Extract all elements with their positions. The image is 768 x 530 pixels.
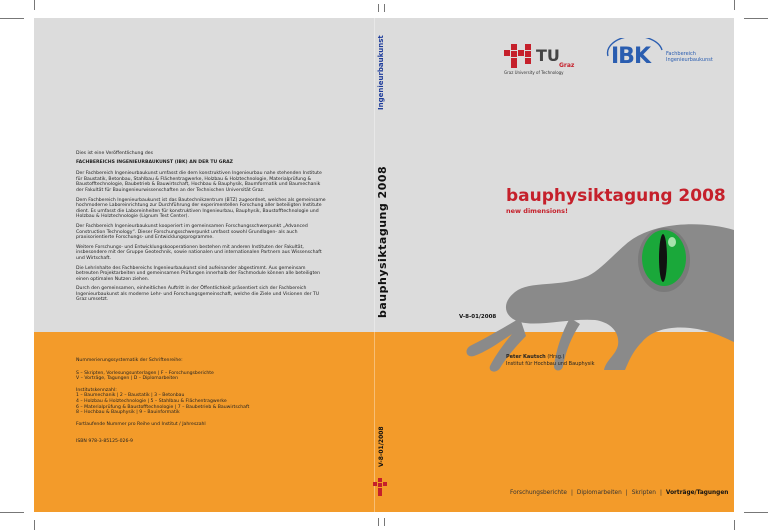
editor-name: Peter Kautsch [506,354,546,360]
ibk-line-1: Fachbereich [666,51,696,57]
tu-graz-logo-icon [504,44,536,68]
institute-name: Institut für Hochbau und Bauphysik [506,361,595,367]
book-title: bauphysiktagung 2008 [506,186,726,206]
tu-university: Graz University of Technology [504,70,564,75]
spine-fold [374,18,375,512]
paragraph: Die Lehrinhalte des Fachbereichs Ingenieurbaukunst sind aufeinander abgestimmt. Aus gemeinsam betreuten Projektarbeiten und gemeinsamen Prüfungen innerhalb der Fachmodule können alle beteiligten einen optimalen Nutzen ziehen. [76,265,320,282]
paragraph: Dem Fachbereich Ingenieurbaukunst ist das Bautechnikzentrum (BTZ) zugeordnet, welches als gemeinsame hochmoderne Laboreinrichtung zur Durchführung der experimentellen Forschung aller beteiligten Institute dient. Es umfasst die Laboreinheiten für konstruktiven Ingenieurbau, Bauphysik, Baustofftechnologie und Holzbau & Holztechnologie (Lignum Test Center). [76,197,326,220]
crop-mark [34,0,35,10]
footer-item: Diplomarbeiten [576,490,622,496]
frog-illustration [420,200,734,380]
tu-logo-text: TU [536,46,560,65]
numbering-line: V – Vorträge, Tagungen | D – Diplomarbeiten [76,376,179,382]
spine-title: bauphysiktagung 2008 [376,165,389,318]
series-number: V-8-01/2008 [459,314,497,320]
institute-line: 4 – Holzbau & Holztechnologie | 5 – Stahlbau & Flächentragwerke [76,398,227,404]
footer-item: Skripten [631,490,656,496]
editor [506,354,564,360]
spine-number: V-8-01/2008 [378,426,385,467]
paragraph: Der Fachbereich Ingenieurbaukunst umfasst die dem konstruktiven Ingenieurbau nahe stehenden Institute für Baustatik, Betonbau, Stahlbau & Flächentragwerke, Holzbau & Holztechnologie, Materialprüfung & Baustofftechnologie, Baubetrieb & Bauwirtschaft, Hochbau & Bauphysik, Baumformatik und Baumechanik der Fakultät für Bauingenieurwissenschaften an der Technischen Universität Graz. [76,171,322,193]
ibk-logo-text: IBK [611,44,651,69]
back-cover-text [76,151,326,303]
crop-mark [384,4,385,12]
tu-mark-icon [373,478,387,496]
paragraph: Weitere Forschungs- und Entwicklungskooperationen bestehen mit anderen Instituten der Fakultät, insbesondere mit der Gruppe Geotechnik, sowie nationalen und internationalen Partnern aus Wissenschaft und Wirtschaft. [76,244,322,261]
spine-publisher: Ingenieurbaukunst [377,35,385,110]
crop-mark [378,518,379,526]
sequence-note: Fortlaufende Nummer pro Reihe und Institut / Jahreszahl [76,421,206,427]
crop-mark [0,18,24,19]
institute-title: Institutskennzahl: [76,387,117,393]
crop-mark [734,0,735,10]
crop-mark [378,4,379,12]
ibk-line-2: Ingenieurbaukunst [666,57,713,63]
crop-mark [34,520,35,530]
publisher-heading: FACHBEREICHS INGENIEURBAUKUNST (IBK) AN DER TU GRAZ [76,159,234,165]
paragraph: Der Fachbereich Ingenieurbaukunst kooperiert im gemeinsamen Forschungsschwerpunkt „Advanced Construction Technology“. Dieser Forschungsschwerpunkt umfasst sowohl Grundlagen- als auch praxisorientierte Forschungs- und Entwicklungsprogramme. [76,223,308,241]
institute-line: 8 – Hochbau & Bauphysik | 9 – Bauinformatik [76,410,180,416]
series-footer: Forschungsberichte | Diplomarbeiten | Skripten | Vorträge/Tagungen [510,490,729,496]
footer-item: Forschungsberichte [510,490,567,496]
numbering-line: S – Skripten, Vorlesungsunterlagen | F – Forschungsberichte [76,370,214,376]
institute-line: 1 – Baumechanik | 2 – Baustatik | 3 – Betonbau [76,393,185,399]
editor-role: (Hrsg.) [547,354,565,360]
crop-mark [744,512,768,513]
crop-mark [384,518,385,526]
crop-mark [734,520,735,530]
intro-line: Dies ist eine Veröffentlichung des [76,151,153,156]
paragraph: Durch den gemeinsamen, einheitlichen Auftritt in der Öffentlichkeit präsentiert sich der Fachbereich Ingenieurbaukunst als moderne Lehr- und Forschungsgemeinschaft, welche die Ziele und Visionen der TU Graz umsetzt. [76,286,320,303]
crop-mark [744,18,768,19]
numbering-title: Nummerierungssystematik der Schriftenreihe: [76,358,183,363]
crop-mark [0,512,24,513]
numbering-block [76,358,356,445]
footer-item-active: Vorträge/Tagungen [665,490,729,496]
tu-logo-sub: Graz [559,62,575,69]
book-subtitle: new dimensions! [506,207,569,215]
institute-line: 6 – Materialprüfung & Baustofftechnologie | 7 – Baubetrieb & Bauwirtschaft [76,404,250,410]
isbn: ISBN 978-3-85125-026-9 [76,439,133,445]
